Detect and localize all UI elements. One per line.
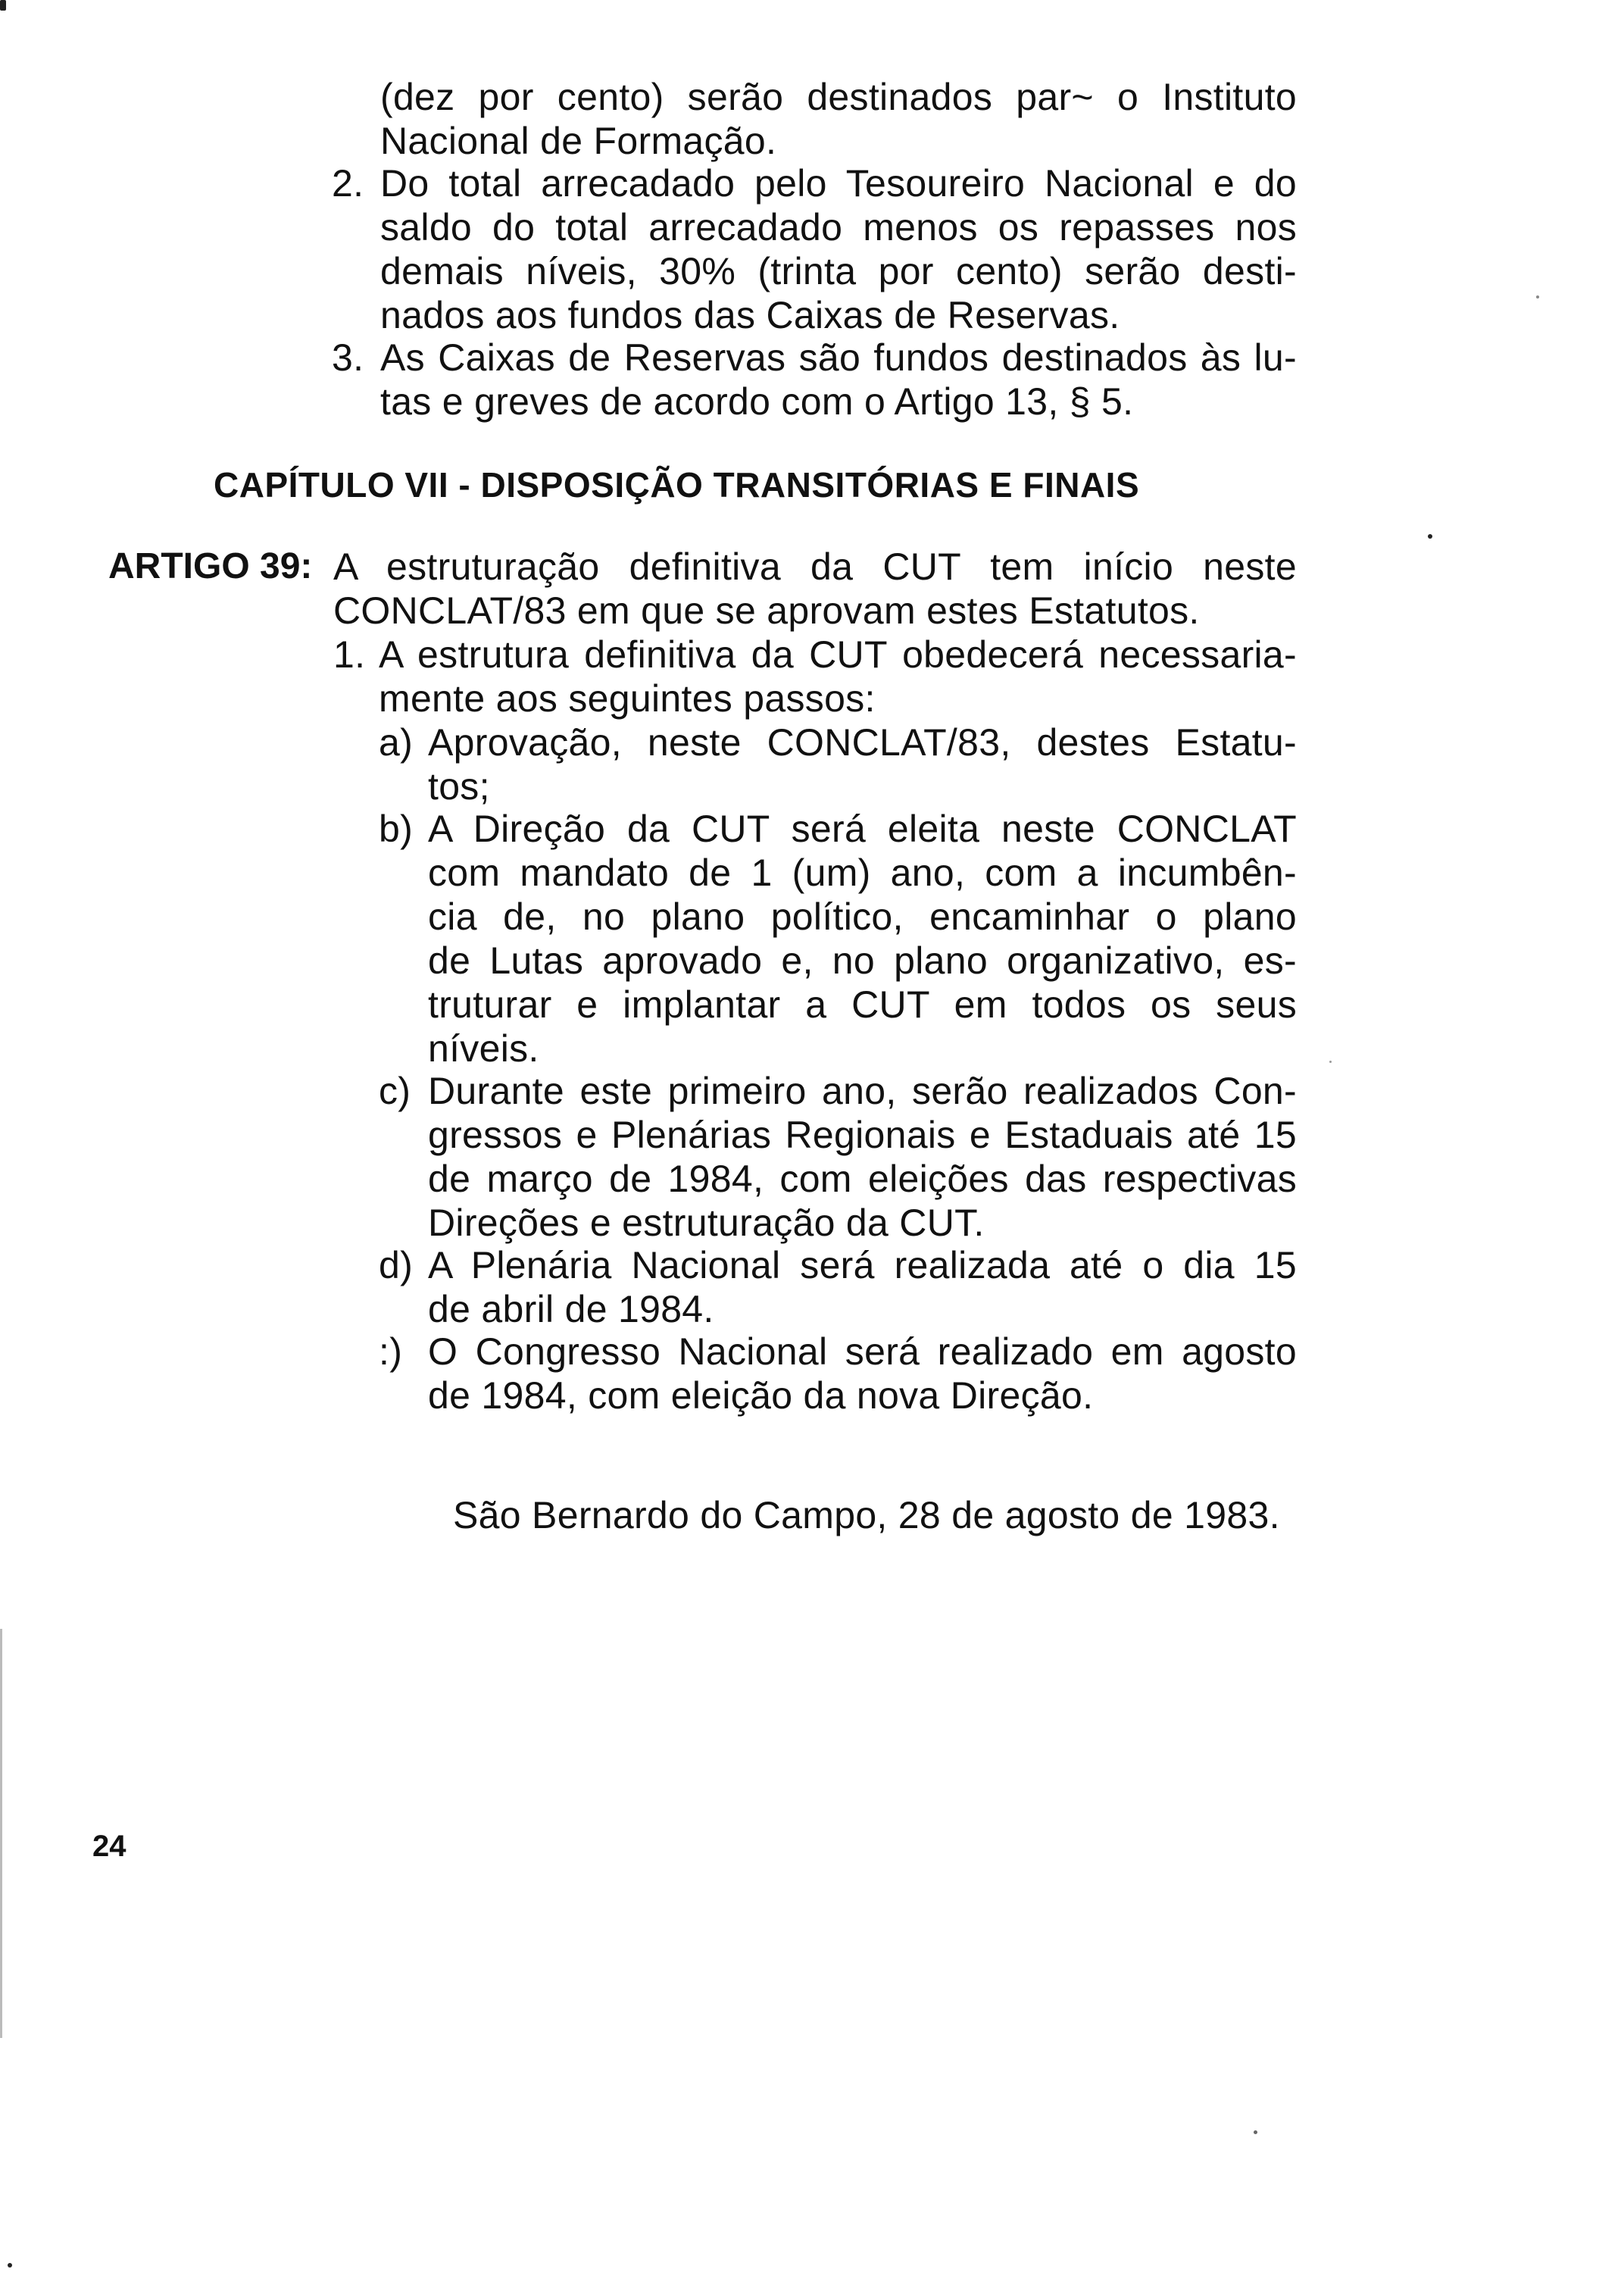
place-date-line: São Bernardo do Campo, 28 de agosto de 1983. <box>453 1494 1280 1536</box>
item-number: 1. <box>333 633 366 676</box>
text-line: gressos e Plenárias Regionais e Estaduais até 15 <box>428 1114 1297 1156</box>
subitem-letter: d) <box>379 1244 414 1286</box>
text-line: A Plenária Nacional será realizada até o dia 15 <box>428 1244 1297 1286</box>
text-line: níveis. <box>428 1027 539 1070</box>
text-line: tos; <box>428 765 490 808</box>
text-line: de Lutas aprovado e, no plano organizativo, es- <box>428 939 1297 982</box>
text-line: com mandato de 1 (um) ano, com a incumbên- <box>428 852 1297 894</box>
text-line: A estruturação definitiva da CUT tem início neste <box>333 545 1297 588</box>
text-line: Nacional de Formação. <box>380 120 777 162</box>
subitem-letter: :) <box>379 1330 403 1373</box>
scan-speck <box>1428 534 1432 539</box>
text-line: de 1984, com eleição da nova Direção. <box>428 1374 1094 1417</box>
text-line: mente aos seguintes passos: <box>379 677 876 720</box>
text-line: cia de, no plano político, encaminhar o plano <box>428 895 1297 938</box>
text-line: de março de 1984, com eleições das respectivas <box>428 1158 1297 1200</box>
scan-edge <box>0 1629 2 2038</box>
text-line: CONCLAT/83 em que se aprovam estes Estatutos. <box>333 589 1200 632</box>
subitem-letter: a) <box>379 721 414 764</box>
text-line: As Caixas de Reservas são fundos destinados às lu- <box>380 336 1297 379</box>
text-line: tas e greves de acordo com o Artigo 13, § 5. <box>380 380 1134 423</box>
scan-speck <box>8 2263 12 2268</box>
chapter-heading: CAPÍTULO VII - DISPOSIÇÃO TRANSITÓRIAS E FINAIS <box>214 465 1140 505</box>
text-line: saldo do total arrecadado menos os repasses nos <box>380 206 1297 248</box>
text-line: O Congresso Nacional será realizado em agosto <box>428 1330 1297 1373</box>
item-number: 3. <box>332 336 364 379</box>
text-line: A Direção da CUT será eleita neste CONCLAT <box>428 808 1297 850</box>
scan-speck <box>1254 2130 1257 2134</box>
text-line: Aprovação, neste CONCLAT/83, destes Estatu- <box>428 721 1297 764</box>
text-line: A estrutura definitiva da CUT obedecerá necessaria- <box>379 633 1297 676</box>
text-line: demais níveis, 30% (trinta por cento) serão desti- <box>380 250 1297 292</box>
article-label: ARTIGO 39: <box>108 546 313 586</box>
text-line: de abril de 1984. <box>428 1288 714 1330</box>
scan-speck <box>0 0 6 11</box>
scan-speck <box>1536 295 1539 298</box>
subitem-letter: b) <box>379 808 414 850</box>
subitem-letter: c) <box>379 1070 411 1112</box>
scan-speck <box>1329 1061 1332 1063</box>
text-line: nados aos fundos das Caixas de Reservas. <box>380 294 1120 336</box>
page-number: 24 <box>92 1830 126 1863</box>
text-line: truturar e implantar a CUT em todos os seus <box>428 983 1297 1026</box>
text-line: Do total arrecadado pelo Tesoureiro Nacional e do <box>380 162 1297 205</box>
item-number: 2. <box>332 162 364 205</box>
text-line: Durante este primeiro ano, serão realizados Con- <box>428 1070 1297 1112</box>
text-line: Direções e estruturação da CUT. <box>428 1202 985 1244</box>
text-line: (dez por cento) serão destinados par~ o Instituto <box>380 76 1297 118</box>
